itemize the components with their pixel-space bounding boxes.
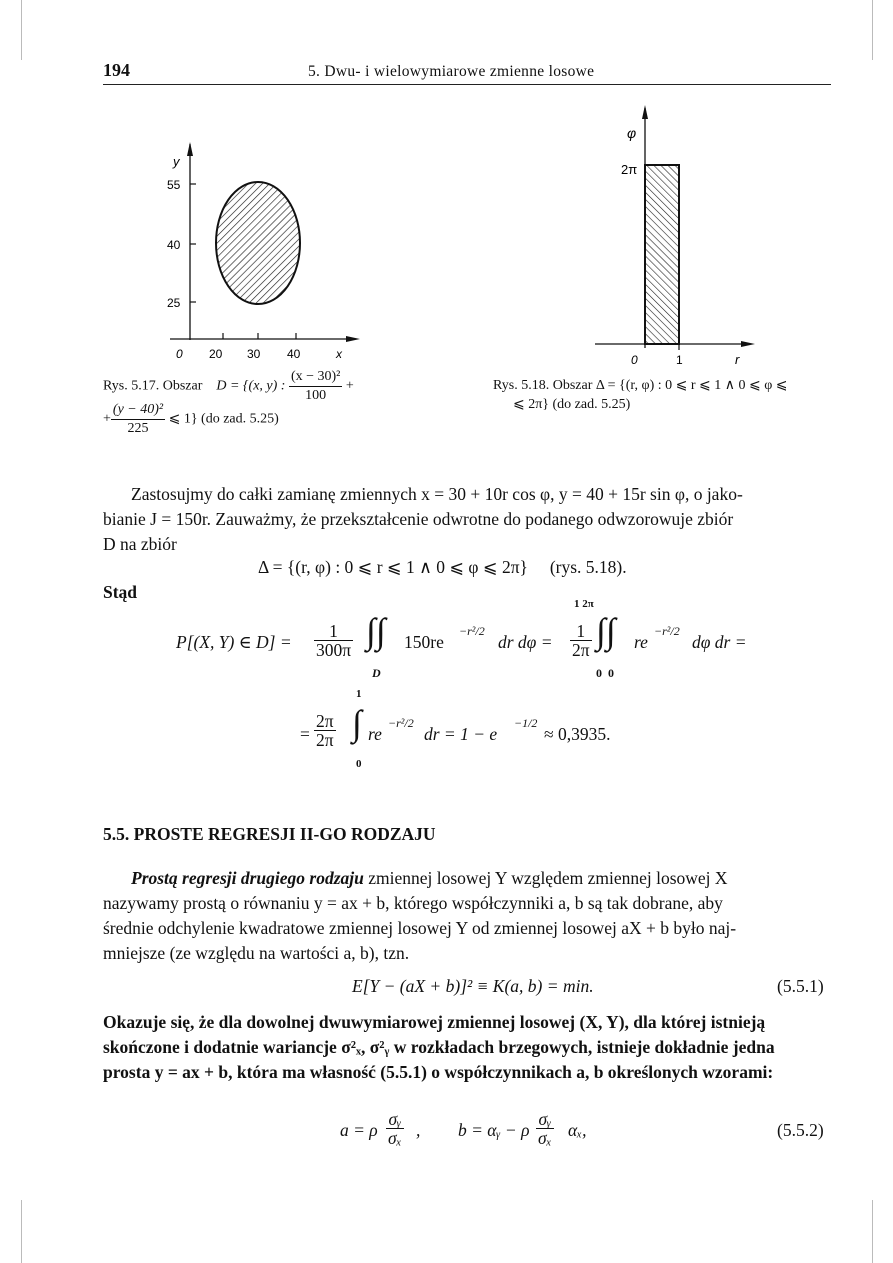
y-axis-arrow-icon: [187, 142, 193, 156]
figure-5-17: [150, 140, 370, 365]
page-edge-left: [21, 0, 22, 60]
paragraph-substitution: Zastosujmy do całki zamianę zmiennych x = 30 + 10r cos φ, y = 40 + 15r sin φ, o jako- bianie J = 150r. Zauważmy, że przekształcenie odwrotne do podanego odwzorowuje zbiór D na zbiór: [103, 484, 743, 554]
y-tick-55: 55: [167, 178, 181, 192]
y-tick-40: 40: [167, 238, 181, 252]
word-stad: Stąd: [103, 582, 138, 602]
set-delta-definition: Δ = {(r, φ) : 0 ⩽ r ⩽ 1 ∧ 0 ⩽ φ ⩽ 2π} (rys. 5.18).: [258, 557, 627, 577]
phi-label: φ: [627, 125, 637, 141]
equation-number-5-5-2: (5.5.2): [777, 1120, 824, 1140]
region-D-ellipse: [216, 182, 300, 304]
section-heading: 5.5. PROSTE REGRESJI II-GO RODZAJU: [103, 824, 436, 844]
equation-number-5-5-1: (5.5.1): [777, 976, 824, 996]
origin-label-right: 0: [631, 353, 638, 367]
y-label: y: [173, 154, 180, 169]
r-label: r: [735, 352, 740, 367]
r-tick-1: 1: [676, 353, 683, 367]
equation-probability-2: = $\frac{2\pi}{2\pi}$ 1 ∫ 0 re −r²/2 dr = 1 − e −1/2 ≈ 0,3935.: [300, 688, 611, 770]
x-tick-30: 30: [247, 347, 261, 361]
equation-5-5-1: E[Y − (aX + b)]² ≡ K(a, b) = min.: [352, 976, 594, 996]
equation-probability-1: P[(X, Y) ∈ D] = $\frac{1}{300\pi}$ ∫∫ D 150re −r²/2 dr dφ = $\frac{1}{2\pi}$ 1 2π ∫∫ 0 0 re −r²/2 dφ dr =: [176, 598, 747, 680]
page-edge-right-bottom: [872, 1200, 873, 1263]
x-axis-arrow-icon: [346, 336, 360, 342]
region-delta-rect: [645, 165, 679, 344]
page-edge-left-bottom: [21, 1200, 22, 1263]
x-tick-40: 40: [287, 347, 301, 361]
caption-5-17: Rys. 5.17. Obszar D = {(x, y) : $\frac{\text{(x − 30)²}}{100}$ + + $\frac{\text{(y − 40)²}}{225}$ ⩽ 1} (do zad. 5.25): [103, 369, 354, 436]
phi-tick-2pi: 2π: [621, 162, 638, 177]
y-tick-25: 25: [167, 296, 181, 310]
page-edge-right: [872, 0, 873, 60]
caption-5-18: Rys. 5.18. Obszar Δ = {(r, φ) : 0 ⩽ r ⩽ 1 ∧ 0 ⩽ φ ⩽ ⩽ 2π} (do zad. 5.25): [493, 378, 788, 412]
running-header: 5. Dwu- i wielowymiarowe zmienne losowe: [308, 63, 595, 80]
paragraph-existence: Okazuje się, że dla dowolnej dwuwymiarowej zmiennej losowej (X, Y), dla której istnieją skończone i dodatnie wariancje σ²ₓ, σ²ᵧ w rozkładach brzegowych, istnieje dokładnie jedna prosta y = ax + b, która ma własność (5.5.1) o współczynnikach a, b określonych wzorami:: [103, 1012, 775, 1082]
header-rule: [103, 84, 831, 85]
origin-label: 0: [176, 347, 183, 361]
equation-5-5-2: a = ρ $\frac{\text{σᵧ}}{\text{σₓ}}$ , b = αᵧ − ρ $\frac{\text{σᵧ}}{\text{σₓ}}$ αₓ,: [340, 1109, 587, 1148]
x-label: x: [336, 347, 342, 361]
phi-axis-arrow-icon: [642, 105, 648, 119]
paragraph-definition: Prostą regresji drugiego rodzaju zmiennej losowej Y względem zmiennej losowej X nazywamy prostą o równaniu y = ax + b, którego współczynniki a, b są tak dobrane, aby średnie odchylenie kwadratowe zmiennej losowej Y od zmiennej losowej aX + b było naj- mniejsze (ze względu na wartości a, b), tzn.: [103, 868, 737, 963]
figure-5-18: [590, 102, 770, 372]
x-tick-20: 20: [209, 347, 223, 361]
r-axis-arrow-icon: [741, 341, 755, 347]
page-number: 194: [103, 60, 130, 80]
